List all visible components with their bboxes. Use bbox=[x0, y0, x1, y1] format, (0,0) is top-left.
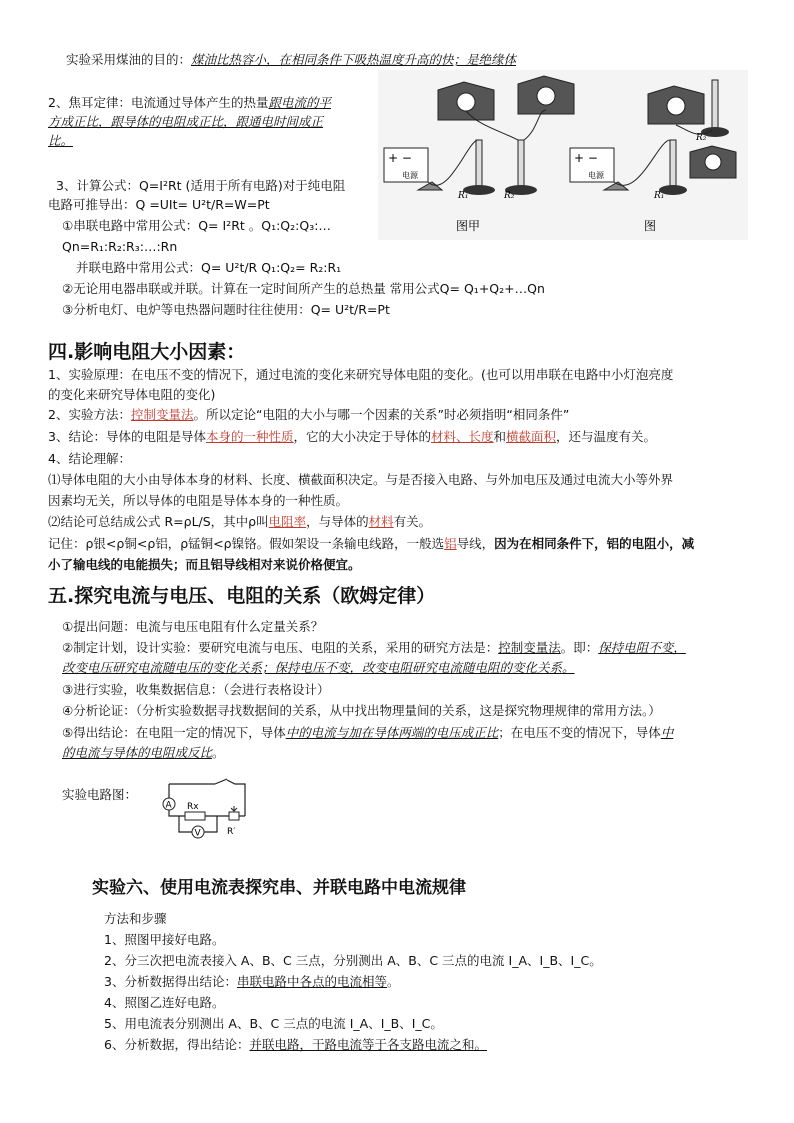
s6-step6-answer: 并联电路，干路电流等于各支路电流之和。 bbox=[249, 1037, 487, 1052]
s5-conclusion-mid: ；在电压不变的情况下，导体 bbox=[498, 725, 661, 740]
joule-law-answer-c: 比。 bbox=[48, 133, 74, 148]
kerosene-purpose-label: 实验采用煤油的目的： bbox=[66, 52, 192, 67]
label-r2-left: R₂ bbox=[504, 191, 515, 201]
s5-conclusion-answer-a: 中的电流与加在导体两端的电压成正比 bbox=[285, 725, 499, 740]
s5-conclusion bbox=[62, 724, 673, 742]
s5-plan-mid: 。即： bbox=[560, 640, 599, 655]
s4-note2 bbox=[48, 513, 431, 531]
s4-conclusion-mid: ，它的大小决定于导体的 bbox=[293, 429, 431, 444]
s6-step3 bbox=[104, 973, 400, 991]
s4-method-answer: 控制变量法 bbox=[130, 407, 194, 422]
power-supply-right-label: 电源 bbox=[588, 171, 604, 180]
power-supply-left-label: 电源 bbox=[402, 171, 418, 180]
s4-conclusion-answer-b: 材料、长度 bbox=[431, 429, 494, 444]
figure-caption-right: 图 bbox=[644, 219, 657, 233]
s5-plan-answer-b: 改变电压研究电流随电压的变化关系；保持电压不变，改变电阻研究电流随电阻的变化关系。 bbox=[62, 660, 575, 675]
s4-remember bbox=[48, 535, 694, 553]
s5-conclusion-label: ⑤得出结论：在电阻一定的情况下，导体 bbox=[62, 725, 286, 740]
s4-note2-label: ⑵结论可总结成公式 R=ρL/S，其中ρ叫 bbox=[48, 514, 269, 529]
ammeter-left-dial bbox=[457, 93, 475, 111]
s4-note2-answer: 电阻率 bbox=[268, 514, 307, 529]
circuit-switch bbox=[215, 779, 227, 784]
ohm-circuit-diagram bbox=[155, 776, 255, 848]
s6-step3-label: 3、分析数据得出结论： bbox=[104, 974, 237, 989]
s4-conclusion-tail: ，还与温度有关。 bbox=[556, 429, 657, 444]
figure-caption-left: 图甲 bbox=[456, 219, 481, 233]
s4-remember-answer: 铝 bbox=[444, 536, 457, 551]
joule-experiment-figure bbox=[378, 70, 748, 240]
total-heat-formula: ②无论用电器串联或并联。计算在一定时间所产生的总热量 常用公式Q= Q₁+Q₂+…Qn bbox=[62, 281, 545, 296]
resistor-rx bbox=[185, 812, 205, 820]
s5-question: ①提出问题：电流与电压电阻有什么定量关系？ bbox=[62, 619, 324, 634]
s4-conclusion-and: 和 bbox=[493, 429, 507, 444]
voltmeter-label: V bbox=[194, 828, 201, 839]
s4-principle-b: 的变化来研究导体电阻的变化) bbox=[48, 387, 216, 402]
s4-conclusion-answer-c: 横截面积 bbox=[506, 429, 557, 444]
joule-law-answer-b: 方成正比，跟导体的电阻成正比，跟通电时间成正 bbox=[48, 114, 324, 129]
s4-note1-a: ⑴导体电阻的大小由导体本身的材料、长度、横截面积决定。与是否接入电路、与外加电压及通过电流大小等外界 bbox=[48, 472, 674, 487]
label-r2-right: R₂ bbox=[696, 133, 707, 143]
rheostat-label: R′ bbox=[227, 827, 236, 837]
kerosene-purpose bbox=[66, 51, 516, 69]
label-r1-left: R₁ bbox=[458, 191, 469, 201]
formula-line-b: 电路可推导出：Q =UIt= U²t/R=W=Pt bbox=[48, 197, 270, 212]
s6-step6 bbox=[104, 1036, 487, 1054]
s4-remember-mid: 导线， bbox=[456, 536, 495, 551]
s4-conclusion bbox=[48, 428, 656, 446]
s5-conclusion-answer-b: 中 bbox=[660, 725, 674, 740]
kerosene-purpose-answer: 煤油比热容小，在相同条件下吸热温度升高的快；是绝缘体 bbox=[191, 52, 517, 67]
s4-note2-mid: ，与导体的 bbox=[306, 514, 369, 529]
series-ratio: Qn=R₁:R₂:R₃:…:Rn bbox=[62, 239, 178, 254]
s4-remember-bold: 因为在相同条件下，铝的电阻小，减 bbox=[494, 536, 695, 551]
ammeter-right-dial bbox=[667, 97, 685, 115]
s4-method-label: 2、实验方法： bbox=[48, 407, 131, 422]
power-supply-right-terminals: + − bbox=[574, 151, 598, 165]
s4-note2-answer-2: 材料 bbox=[368, 514, 394, 529]
s4-note1-b: 因素均无关，所以导体的电阻是导体本身的一种性质。 bbox=[48, 493, 349, 508]
s4-conclusion-answer-a: 本身的一种性质 bbox=[205, 429, 294, 444]
s4-remember-label: 记住：ρ银<ρ铜<ρ铝，ρ锰铜<ρ镍铬。假如架设一条输电线路，一般选 bbox=[48, 536, 445, 551]
s6-step3-answer: 串联电路中各点的电流相等 bbox=[236, 974, 387, 989]
section6-title: 实验六、使用电流表探究串、并联电路中电流规律 bbox=[92, 878, 466, 898]
s5-experiment: ③进行实验，收集数据信息：（会进行表格设计） bbox=[62, 682, 330, 697]
s4-note2-tail: 有关。 bbox=[393, 514, 432, 529]
rheostat-slider bbox=[231, 806, 237, 811]
beaker-r2 bbox=[518, 140, 524, 188]
beaker-right-r2 bbox=[712, 80, 718, 130]
ammeter-label: A bbox=[165, 800, 172, 811]
s5-plan bbox=[62, 639, 686, 657]
circuit-label: 实验电路图： bbox=[62, 787, 138, 802]
parallel-formula: 并联电路中常用公式：Q= U²t/R Q₁:Q₂= R₂:R₁ bbox=[76, 260, 342, 275]
section4-title: 四.影响电阻大小因素： bbox=[48, 341, 246, 363]
power-supply-left-terminals: + − bbox=[388, 151, 412, 165]
s6-step5: 5、用电流表分别测出 A、B、C 三点的电流 I_A、I_B、I_C。 bbox=[104, 1016, 443, 1031]
label-r1-right: R₁ bbox=[654, 191, 665, 201]
s4-method bbox=[48, 406, 569, 424]
s4-method-note: 。所以定论“电阻的大小与哪一个因素的关系”时必须指明“相同条件” bbox=[193, 407, 570, 422]
s4-principle-a: 1、实验原理：在电压不变的情况下，通过电流的变化来研究导体电阻的变化。(也可以用串联在电路中小灯泡亮度 bbox=[48, 367, 674, 382]
s5-conclusion-b bbox=[62, 744, 225, 762]
s6-step2: 2、分三次把电流表接入 A、B、C 三点，分别测出 A、B、C 三点的电流 I_A、I_B、I_C。 bbox=[104, 953, 602, 968]
s5-plan-method: 控制变量法 bbox=[498, 640, 561, 655]
voltmeter-left-dial bbox=[537, 87, 555, 105]
s4-understanding: 4、结论理解： bbox=[48, 451, 131, 466]
s5-plan-label: ②制定计划，设计实验：要研究电流与电压、电阻的关系，采用的研究方法是： bbox=[62, 640, 499, 655]
resistor-rx-label: Rx bbox=[187, 802, 199, 812]
s6-step3-end: 。 bbox=[386, 974, 400, 989]
joule-law-line1 bbox=[48, 94, 331, 112]
s5-plan-answer-a: 保持电阻不变， bbox=[598, 640, 686, 655]
s6-step1: 1、照图甲接好电路。 bbox=[104, 932, 225, 947]
s4-conclusion-label: 3、结论：导体的电阻是导体 bbox=[48, 429, 206, 444]
appliance-formula: ③分析电灯、电炉等电热器问题时往往使用：Q= U²t/R=Pt bbox=[62, 302, 390, 317]
s6-step6-label: 6、分析数据，得出结论： bbox=[104, 1037, 250, 1052]
beaker-r1 bbox=[476, 140, 482, 188]
s4-remember-b: 小了输电线的电能损失；而且铝导线相对来说价格便宜。 bbox=[48, 557, 361, 572]
beaker-right-r1 bbox=[670, 140, 676, 188]
section5-title: 五.探究电流与电压、电阻的关系（欧姆定律） bbox=[48, 585, 436, 607]
s6-method-heading: 方法和步骤 bbox=[104, 911, 167, 926]
voltmeter-right-dial bbox=[705, 154, 721, 170]
s5-conclusion-answer-c: 的电流与导体的电阻成反比 bbox=[62, 745, 213, 760]
rheostat bbox=[229, 812, 239, 820]
joule-law-label: 2、焦耳定律：电流通过导体产生的热量 bbox=[48, 95, 269, 110]
s6-step4: 4、照图乙连好电路。 bbox=[104, 995, 225, 1010]
formula-line-a: 3、计算公式：Q=I²Rt (适用于所有电路)对于纯电阻 bbox=[56, 178, 346, 193]
s5-conclusion-end: 。 bbox=[212, 745, 225, 760]
series-formula: ①串联电路中常用公式：Q= I²Rt 。Q₁:Q₂:Q₃:… bbox=[62, 218, 331, 233]
joule-law-answer-a: 跟电流的平 bbox=[268, 95, 331, 110]
s5-analysis: ④分析论证：（分析实验数据寻找数据间的关系，从中找出物理量间的关系，这是探究物理规律的常用方法。） bbox=[62, 703, 661, 718]
